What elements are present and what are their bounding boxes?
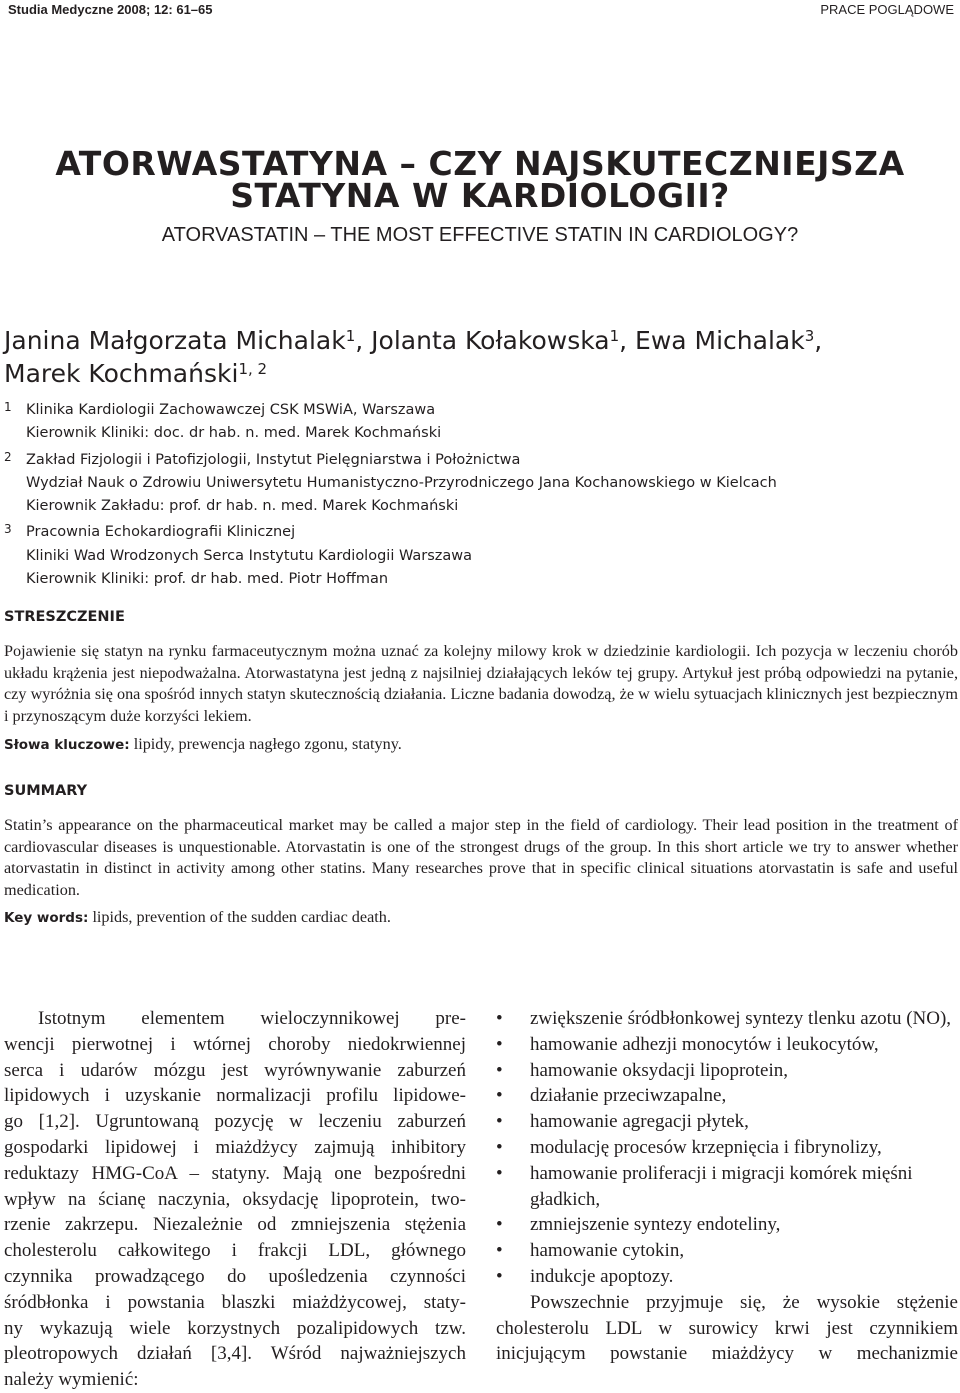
affiliation-number: 2	[4, 449, 12, 464]
list-item-text: hamowanie oksydacji lipoprotein,	[530, 1059, 789, 1081]
affiliation-line	[4, 396, 777, 422]
body-line: inicjującym powstanie miażdżycy w mechanizmie	[496, 1343, 958, 1365]
author-affiliation-marker: 1	[609, 327, 620, 345]
author-affiliation-marker: 1, 2	[238, 360, 268, 378]
abstract-text-en: Statin’s appearance on the pharmaceutical market may be called a major step in the field of cardiology. Their lead position in the treatment of cardiovascular diseases is unquestionable. Atorvastatin is one of the strongest drugs of the group. In this short article we try to answer whether atorvastatin in distinct in activity among other statins. Many researches prove that in specific clinical situations atorvastatin is safe and useful medication.	[4, 816, 958, 900]
article-title	[0, 144, 960, 215]
bullet-icon: •	[496, 1111, 503, 1133]
body-line: wencji pierwotnej i wtórnej choroby niedokrwiennej	[4, 1033, 466, 1055]
author-name: , Jolanta Kołakowska	[355, 326, 610, 355]
affiliation-line	[4, 472, 777, 495]
affiliation-text: Wydział Nauk o Zdrowiu Uniwersytetu Humanistyczno-Przyrodniczego Jana Kochanowskiego w Kielcach	[26, 474, 777, 491]
list-item-text: zmniejszenie syntezy endoteliny,	[530, 1214, 781, 1236]
list-item	[496, 1135, 958, 1161]
bullet-icon: •	[496, 1136, 503, 1158]
article-title-english: ATORVASTATIN – THE MOST EFFECTIVE STATIN IN CARDIOLOGY?	[161, 224, 799, 246]
affiliation-line	[4, 422, 777, 445]
bullet-icon: •	[496, 1085, 503, 1107]
list-item	[496, 1109, 958, 1135]
author-line-2	[4, 355, 822, 388]
affiliation-text: Kierownik Kliniki: doc. dr hab. n. med. Marek Kochmański	[26, 425, 442, 442]
list-item	[496, 1006, 958, 1032]
affiliation-text: Zakład Fizjologii i Patofizjologii, Instytut Pielęgniarstwa i Położnictwa	[26, 451, 521, 468]
list-item-text: hamowanie cytokin,	[530, 1240, 685, 1262]
author-list	[4, 322, 822, 388]
affiliation-line	[4, 545, 777, 568]
body-line: Powszechnie przyjmuje się, że wysokie stężenie	[530, 1291, 958, 1313]
keywords-text: lipids, prevention of the sudden cardiac death.	[88, 908, 391, 926]
list-item	[496, 1212, 958, 1238]
author-name: Marek Kochmański	[4, 359, 239, 388]
list-item	[496, 1083, 958, 1109]
body-line: ny wykazują wiele korzystnych pozalipidowych tzw.	[4, 1317, 466, 1339]
affiliation-text: Pracownia Echokardiografii Klinicznej	[26, 524, 296, 541]
journal-citation: Studia Medyczne 2008; 12: 61–65	[8, 2, 213, 17]
list-item-text: hamowanie proliferacji i migracji komórek mięśni gładkich,	[530, 1162, 913, 1210]
keywords-label: Słowa kluczowe:	[4, 737, 130, 753]
body-line: serca i udarów mózgu jest wyrównywanie zaburzeń	[4, 1059, 466, 1081]
body-line: pleotropowych działań [3,4]. Wśród najważniejszych	[4, 1343, 466, 1365]
effects-list	[496, 1006, 958, 1290]
author-separator: ,	[814, 326, 823, 355]
body-line: Istotnym elementem wieloczynnikowej pre-	[38, 1008, 466, 1029]
title-line-1: ATORWASTATYNA – CZY NAJSKUTECZNIEJSZA	[55, 144, 905, 183]
affiliation-line	[4, 446, 777, 472]
list-item-text: działanie przeciwzapalne,	[530, 1085, 727, 1107]
body-line: wpływ na ścianę naczynia, oksydację lipoprotein, two-	[4, 1188, 466, 1210]
keywords-en	[4, 908, 391, 927]
bullet-icon: •	[496, 1059, 503, 1081]
body-column-right	[496, 1006, 958, 1367]
body-line: go [1,2]. Ugruntowaną pozycję w leczeniu zaburzeń	[4, 1111, 466, 1133]
affiliation-line	[4, 495, 777, 518]
author-affiliation-marker: 1	[345, 327, 356, 345]
keywords-label: Key words:	[4, 910, 89, 926]
title-line-2: STATYNA W KARDIOLOGII?	[230, 176, 730, 215]
affiliation-line	[4, 568, 777, 591]
abstract-heading-pl: STRESZCZENIE	[4, 609, 125, 625]
list-item-text: hamowanie agregacji płytek,	[530, 1111, 749, 1133]
bullet-icon: •	[496, 1240, 503, 1262]
body-paragraph-right	[496, 1290, 958, 1367]
bullet-icon: •	[496, 1008, 503, 1029]
list-item-text: zwiększenie śródbłonkowej syntezy tlenku azotu (NO),	[530, 1008, 952, 1029]
list-item	[496, 1238, 958, 1264]
bullet-icon: •	[496, 1265, 503, 1287]
author-affiliation-marker: 3	[804, 327, 815, 345]
list-item-text: modulację procesów krzepnięcia i fibrynolizy,	[530, 1136, 882, 1158]
body-line: śródbłonka i powstania blaszki miażdżycowej, staty-	[4, 1291, 466, 1313]
body-line: reduktazy HMG-CoA – statyny. Mają one bezpośredni	[4, 1162, 466, 1184]
affiliation-text: Kierownik Zakładu: prof. dr hab. n. med. Marek Kochmański	[26, 498, 459, 515]
body-column-left	[4, 1006, 466, 1393]
author-name: Janina Małgorzata Michalak	[4, 326, 346, 355]
list-item	[496, 1032, 958, 1058]
body-line: cholesterolu całkowitego i frakcji LDL, głównego	[4, 1240, 466, 1262]
list-item	[496, 1058, 958, 1084]
author-line-1	[4, 322, 822, 355]
list-item-text: indukcje apoptozy.	[530, 1265, 674, 1287]
list-item-text: hamowanie adhezji monocytów i leukocytów,	[530, 1033, 879, 1055]
affiliations	[4, 396, 777, 591]
affiliation-text: Kliniki Wad Wrodzonych Serca Instytutu Kardiologii Warszawa	[26, 547, 473, 564]
abstract-text-pl: Pojawienie się statyn na rynku farmaceutycznym można uznać za kolejny milowy krok w dziedzinie kardiologii. Ich pozycja w leczeniu chorób układu krążenia jest niepodważalna. Atorwastatyna jest jedną z najsilniej działających leków tej grupy. Artykuł jest próbą odpowiedzi na pytanie, czy wyróżnia się ona spośród innych statyn skutecznością działania. Liczne badania dowodzą, że w wielu sytuacjach klinicznych jest bezpiecznym i przynoszącym duże korzyści lekiem.	[4, 642, 958, 726]
keywords-pl	[4, 735, 402, 754]
body-line: cholesterolu LDL w surowicy krwi jest czynnikiem	[496, 1317, 958, 1339]
affiliation-text: Kierownik Kliniki: prof. dr hab. med. Piotr Hoffman	[26, 571, 389, 588]
abstract-heading-en: SUMMARY	[4, 783, 88, 799]
author-name: , Ewa Michalak	[619, 326, 805, 355]
bullet-icon: •	[496, 1214, 503, 1236]
body-line: rzenie zakrzepu. Niezależnie od zmniejszenia stężenia	[4, 1214, 466, 1236]
bullet-icon: •	[496, 1033, 503, 1055]
body-line: należy wymienić:	[4, 1369, 139, 1391]
article-type-label: PRACE POGLĄDOWE	[820, 2, 954, 17]
affiliation-number: 3	[4, 522, 12, 537]
affiliation-number: 1	[4, 400, 12, 414]
body-line: lipidowych i uzyskanie normalizacji profilu lipidowe-	[4, 1085, 466, 1107]
keywords-text: lipidy, prewencja nagłego zgonu, statyny.	[129, 735, 402, 753]
list-item	[496, 1161, 958, 1213]
body-line: gospodarki lipidowej i miażdżycy zajmują inhibitory	[4, 1136, 466, 1158]
affiliation-line	[4, 518, 777, 544]
body-line: czynnika prowadzącego do upośledzenia czynności	[4, 1265, 466, 1287]
list-item	[496, 1264, 958, 1290]
affiliation-text: Klinika Kardiologii Zachowawczej CSK MSWiA, Warszawa	[26, 402, 436, 418]
bullet-icon: •	[496, 1162, 503, 1184]
